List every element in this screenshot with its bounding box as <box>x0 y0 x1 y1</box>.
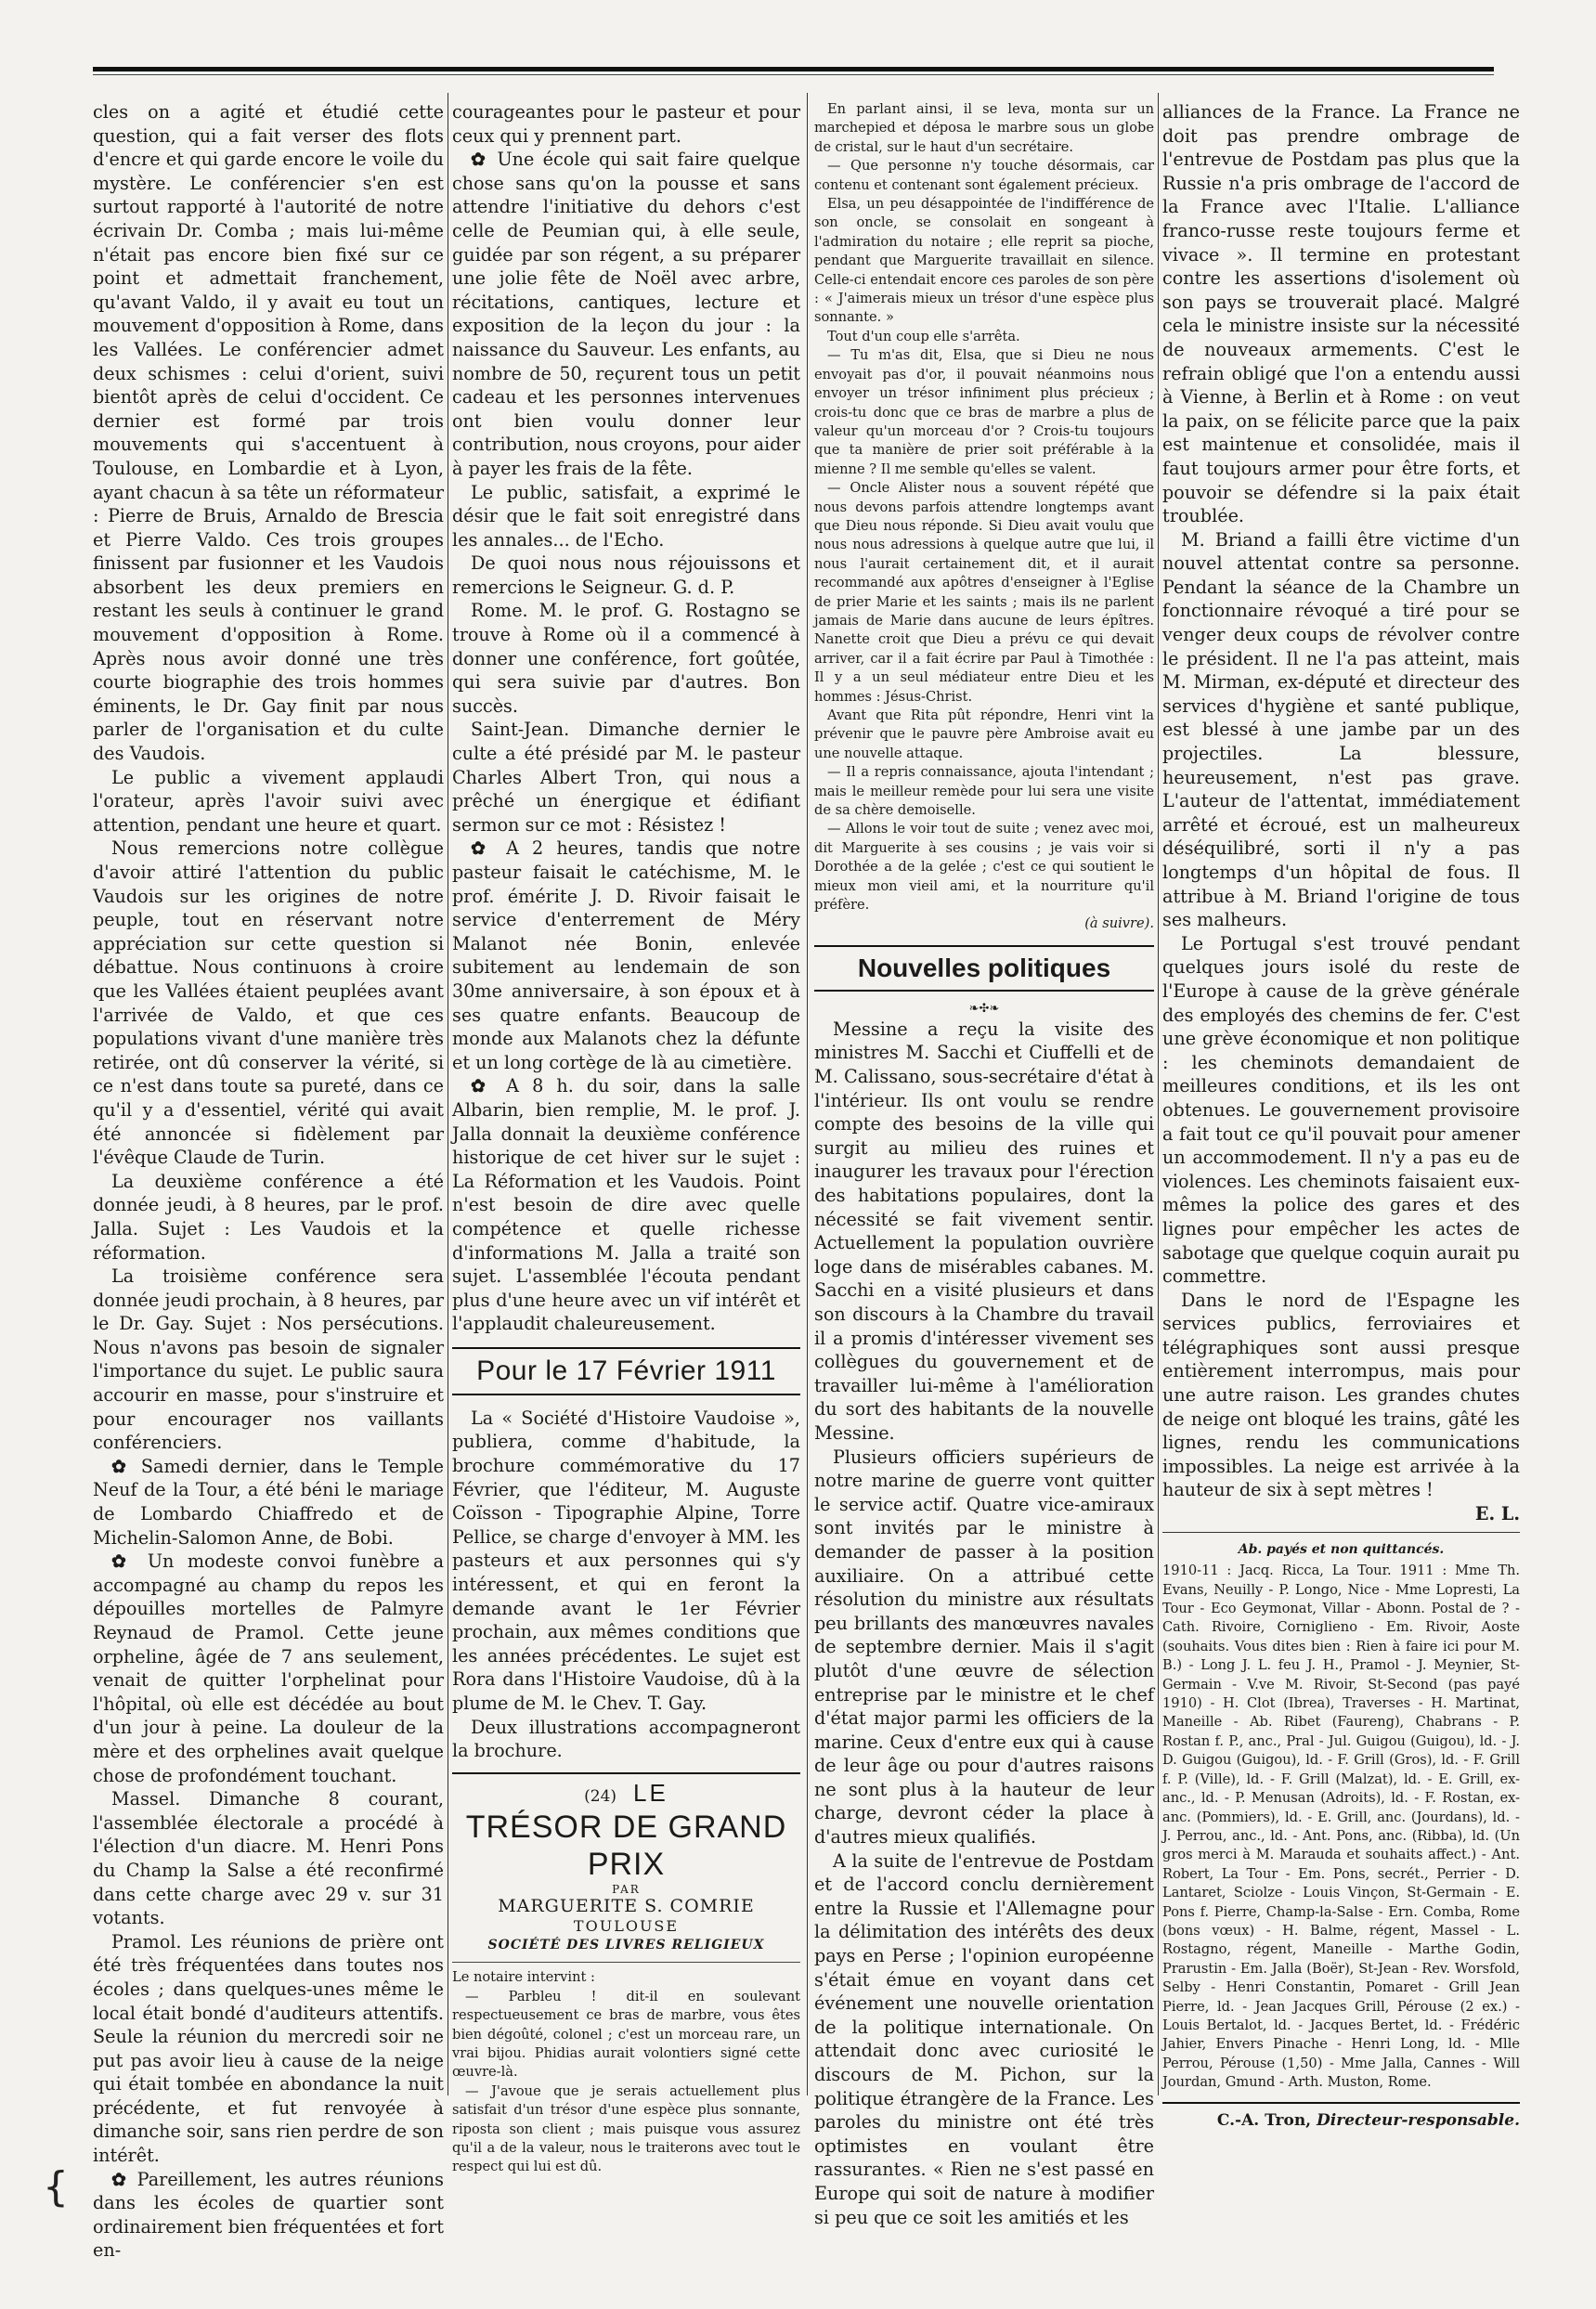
paragraph <box>452 148 800 480</box>
bullet-icon: ✿ <box>111 2168 129 2190</box>
paragraph: Le public a vivement applaudi l'orateur, après l'avoir suivi avec attention, pendant une heure et quart. <box>93 766 444 836</box>
director-signature <box>1162 2102 1520 2132</box>
paragraph: Le public, satisfait, a exprimé le désir que le fait soit enregistré dans les annales... de l'Echo. <box>452 481 800 551</box>
bullet-icon: ✿ <box>111 1455 131 1477</box>
paragraph: Avant que Rita pût répondre, Henri vint la prévenir que le pauvre père Ambroise avait eu une nouvelle attaque. <box>814 707 1154 761</box>
paragraph <box>452 837 800 1074</box>
paragraph: courageantes pour le pasteur et pour ceux qui y prennent part. <box>452 101 800 147</box>
bullet-icon: ✿ <box>471 837 494 860</box>
serial-number: (24) <box>584 1786 617 1806</box>
paragraph <box>93 1550 444 1787</box>
fevrier-heading-box <box>452 1347 800 1395</box>
bullet-icon: ✿ <box>471 149 489 171</box>
serial-title: TRÉSOR DE GRAND PRIX <box>465 1810 787 1883</box>
paragraph: 1910-11 : Jacq. Ricca, La Tour. 1911 : Mme Th. Evans, Neuilly - P. Longo, Nice - Mme Lopresti, La Tour - Eco Geymonat, Villar - Abonn. Postal de ? - Cath. Rivoire, Corniglieno - Em. Rivoir, Aoste (souhaits. Vous dites bien : Rien à faire ici pour M. B.) - Long J. L. feu J. H., Pramol - J. Meynier, St-Germain - V.ve M. Rivoir, St-Second (pas payé 1910) - H. Clot (Ibrea), Traverses - H. Martinat, Maneille - Ab. Ribet (Faureng), Chabrans - P. Rostan f. P., anc., Pral - Jul. Guigou (Guigou), ld. - J. D. Guigou (Guigou), ld. - F. Grill (Gros), ld. - F. Grill f. P. (Ville), ld. - F. Grill (Malzat), ld. - E. Grill, ex-anc., ld. - P. Menusan (Adroits), ld. - F. Rostan, ex-anc. (Pommiers), ld. - E. Grill, anc. (Jourdans), ld. - J. Perrou, anc., ld. - Ant. Pons, anc. (Ribba), ld. (Un gros merci à M. Marauda et souhaits affect.) - Ant. Robert, La Tour - Em. Pons, secrét., Perrier - D. Lantaret, Sciolze - Louis Vinçon, St-Germain - E. Pons f. Pierre, Champ-la-Salse - Ern. Comba, Rome (bons vœux) - H. Balme, régent, Massel - L. Rostagno, régent, Maneille - Marthe Godin, Prarustin - Em. Jalla (Boër), St-Jean - Rev. Worsfold, Selby - Henri Constantin, Pomaret - Grill Jean Pierre, ld. - Jean Jacques Grill, Pérouse (2 ex.) - Louis Bertalot, ld. - Jacques Bertet, ld. - Frédéric Jahier, Envers Pinache - Henri Long, ld. - Mlle Perrou, Pérouse (1,50) - Mme Jalla, Cannes - Will Jourdan, Gmund - Arth. Muston, Rome. <box>1162 1563 1520 2091</box>
paragraph-text: Un modeste convoi funèbre a accompagné au champ du repos les dépouilles mortelles de Palmyre Reynaud de Pramol. Cette jeune orpheline, âgée de 7 ans seulement, venait de quitter l'orphelinat pour l'hôpital, où elle est décédée au bout d'un jour à peine. La douleur de la mère et des orphelines avait quelque chose de profondément touchant. <box>93 1550 445 1786</box>
serial-continued <box>814 100 1154 934</box>
director-role: Directeur-responsable. <box>1317 2110 1520 2130</box>
paragraph: — Oncle Alister nous a souvent répété que nous devons parfois attendre longtemps avant que Dieu nous réponde. Si Dieu avait voulu que nous nous adressions à quelque autre que lui, il nous l'aurait certainement dit, et il aurait recommandé aux apôtres d'enseigner à l'Eglise de prier Marie et les saints ; mais ils ne parlent jamais de Marie dans aucune de leurs épîtres. Nanette croit que Dieu a prévu ce qui devait arriver, car il a fait écrire par Paul à Timothée : Il y a un seul médiateur entre Dieu et les hommes : Jésus-Christ. <box>814 480 1154 705</box>
politiques-title: Nouvelles politiques <box>857 953 1111 982</box>
bullet-icon: ✿ <box>471 1075 494 1097</box>
paragraph: Nous remercions notre collègue d'avoir attiré l'attention du public Vaudois sur les origines de notre peuple, tout en réservant notre appréciation sur cette question si débattue. Nous continuons à croire que les Vallées étaient peuplées avant l'arrivée de Valdo, et que ces populations vivant d'une manière très retirée, ont dû conserver la vérité, si ce n'est dans toute sa pureté, dans ce qu'il y a d'essentiel, vérité qui avait été annoncée si fidèlement par l'évêque Claude de Turin. <box>93 837 444 1169</box>
paragraph: La troisième conférence sera donnée jeudi prochain, à 8 heures, par le Dr. Gay. Sujet : Nos persécutions. Nous n'avons pas besoin de signaler l'importance du sujet. Le public saura accourir en masse, pour s'instruire et pour encourager nos vaillants conférenciers. <box>93 1265 444 1454</box>
article-signature: E. L. <box>1474 1503 1520 1525</box>
abonnes-list <box>1162 1562 1520 2092</box>
paragraph: Elsa, un peu désappointée de l'indifférence de son oncle, se consolait en songeant à l'admiration du notaire ; elle reprit sa pioche, pendant que Marguerite travaillait en silence. Celle-ci entendait encore ces paroles de son père : « J'aimerais mieux un trésor d'une espèce plus sonnante. » <box>814 196 1154 326</box>
paragraph-text: A 8 h. du soir, dans la salle Albarin, bien remplie, M. le prof. J. Jalla donnait la deuxième conférence historique de cet hiver sur le sujet : La Réformation et les Vaudois. Point n'est besoin de dire avec quelle compétence et quelle richesse d'informations M. Jalla a traité son sujet. L'assemblée l'écouta pendant plus d'une heure avec un vif intérêt et l'applaudit chaleureusement. <box>452 1075 800 1335</box>
paragraph: cles on a agité et étudié cette question, qui a fait verser des flots d'encre et qui garde encore le voile du mystère. Le conférencier s'en est surtout rapporté à l'autorité de notre écrivain Dr. Comba ; mais lui-même n'était pas encore bien fixé sur ce point et admettait franchement, qu'avant Valdo, il y avait eu tout un mouvement d'opposition à Rome, dans les Vallées. Le conférencier admet deux schismes : celui d'orient, suivi bientôt après de celui d'occident. Ce dernier est formé par trois mouvements qui s'accentuent à Toulouse, en Lombardie et à Lyon, ayant chacun à sa tête un réformateur : Pierre de Bruis, Arnaldo de Brescia et Pierre Valdo. Ces trois groupes finissent par fusionner et les Vaudois absorbent les deux premiers en restant les seuls à continuer le grand mouvement d'opposition à Rome. Après nous avoir donné une très courte biographie des trois hommes éminents, le Dr. Gay finit par nous parler de l'organisation et du culte des Vaudois. <box>93 101 444 765</box>
paragraph: — Parbleu ! dit-il en soulevant respectueusement ce bras de marbre, vous êtes bien dégoûté, colonel ; c'est un morceau rare, un vrai bijou. Phidias aurait volontiers signé cette œuvre-là. <box>452 1988 800 2081</box>
politiques-heading-box <box>814 945 1154 992</box>
column-2 <box>452 100 800 2175</box>
serial-city: TOULOUSE <box>573 1917 680 1936</box>
paragraph: En parlant ainsi, il se leva, monta sur un marchepied et déposa le marbre sous un globe de cristal, sur le haut d'un secrétaire. <box>814 101 1154 155</box>
bullet-icon: ✿ <box>111 1550 135 1573</box>
paragraph: Deux illustrations accompagneront la brochure. <box>452 1716 800 1762</box>
top-rule-thin <box>93 74 1494 75</box>
paragraph <box>452 1074 800 1336</box>
paragraph: Saint-Jean. Dimanche dernier le culte a été présidé par M. le pasteur Charles Albert Tron, qui nous a prêché un énergique et édifiant sermon sur ce mot : Résistez ! <box>452 719 800 836</box>
paragraph-text: Pareillement, les autres réunions dans les écoles de quartier sont ordinairement bien fréquentées et fort en- <box>93 2168 444 2262</box>
column-rule <box>1158 93 1159 2095</box>
paragraph: Pramol. Les réunions de prière ont été très fréquentées dans toutes nos écoles ; dans quelques-unes même le local était bondé d'auditeurs attentifs. Seule la réunion du mercredi soir ne put pas avoir lieu à cause de la neige qui était tombée en abondance la nuit précédente, et fut renvoyée à dimanche soir, sans rien perdre de son intérêt. <box>93 1930 444 2167</box>
serial-header <box>452 1772 800 1964</box>
paragraph: La deuxième conférence a été donnée jeudi, à 8 heures, par le prof. Jalla. Sujet : Les Vaudois et la réformation. <box>93 1170 444 1264</box>
abonnes-title: Ab. payés et non quittancés. <box>1162 1532 1520 1563</box>
paragraph-text: A 2 heures, tandis que notre pasteur faisait le catéchisme, M. le prof. émérite J. D. Rivoir faisait le service d'enterrement de Méry Malanot née Bonin, enlevée subitement au lendemain de son 30me anniversaire, à son époux et à ses quatre enfants. Beaucoup de monde aux Malanots chez la défunte et un long cortège de là au cimetière. <box>452 837 800 1073</box>
a-suivre: (à suivre). <box>1084 915 1154 932</box>
paragraph: — J'avoue que je serais actuellement plus satisfait d'un trésor d'une espèce plus sonnante, riposta son client ; mais puisque vous assurez qu'il a de la valeur, nous le traiterons avec tout le respect qui lui est dû. <box>452 2082 800 2175</box>
paragraph: De quoi nous nous réjouissons et remercions le Seigneur. G. d. P. <box>452 552 800 598</box>
divider-ornament: ❧✣❧ <box>968 1001 1000 1016</box>
paragraph: — Tu m'as dit, Elsa, que si Dieu ne nous envoyait pas d'or, il pouvait néanmoins nous envoyer un trésor infiniment plus précieux ; crois-tu donc que ce bras de marbre a plus de valeur qu'un morceau d'or ? Crois-tu toujours que ta manière de prier soit préférable à la mienne ? Il me semble qu'elles se valent. <box>814 347 1154 477</box>
paragraph: La « Société d'Histoire Vaudoise », publiera, comme d'habitude, la brochure commémorative du 17 Février, que l'éditeur, M. Auguste Coïsson - Tipographie Alpine, Torre Pellice, se charge d'envoyer à MM. les pasteurs et aux personnes qui s'y intéressent, et qui en feront la demande avant le 1er Février prochain, aux mêmes conditions que les années précédentes. Le sujet est Rora dans l'Histoire Vaudoise, dû à la plume de M. le Chev. T. Gay. <box>452 1407 800 1714</box>
paragraph: Tout d'un coup elle s'arrêta. <box>827 328 1020 344</box>
paragraph <box>93 2168 444 2263</box>
serial-le: LE <box>633 1778 668 1807</box>
paragraph-text: Samedi dernier, dans le Temple Neuf de la Tour, a été béni le mariage de Lombardo Chiaffredo et de Michelin-Salomon Anne, de Bobi. <box>93 1455 445 1549</box>
paragraph <box>93 1455 444 1550</box>
paragraph: — Allons le voir tout de suite ; venez avec moi, dit Marguerite à ses cousins ; je vais voir si Dorothée a de la gelée ; c'est ce qui soutient le mieux mon vieil ami, et la nourriture qu'il préfère. <box>814 821 1154 914</box>
column-rule <box>807 93 808 2095</box>
column-3 <box>814 100 1154 2228</box>
serial-par: PAR <box>612 1883 641 1897</box>
column-1 <box>93 100 445 2262</box>
paragraph: A la suite de l'entrevue de Postdam et de l'accord conclu dernièrement entre la Russie et l'Allemagne pour la délimitation des intérêts des deux pays en Perse ; l'opinion européenne s'était émue en voyant dans cet événement une nouvelle orientation de la politique internationale. On attendait donc avec curiosité le discours de M. Pichon, sur la politique étrangère de la France. Les paroles du ministre ont été très optimistes en voulant être rassurantes. « Rien ne s'est passé en Europe qui soit de nature à modifier si peu que ce soit les amitiés et les <box>814 1849 1154 2228</box>
paragraph: Dans le nord de l'Espagne les services publics, ferroviaires et télégraphiques sont aussi presque entièrement interrompus, mais pour une autre raison. Les grandes chutes de neige ont bloqué les trains, gâté les lignes, rendu les communications impossibles. La neige est arrivée à la hauteur de six à sept mètres ! <box>1162 1289 1520 1501</box>
paragraph: Le Portugal s'est trouvé pendant quelques jours isolé du reste de l'Europe à cause de la grève générale des employés des chemins de fer. C'est une grève économique et non politique : les cheminots demandaient de meilleures conditions, et ils les ont obtenues. Le gouvernement provisoire a fait tout ce qu'il pouvait pour amener un accommodement. Il n'y a pas eu de violences. Les cheminots faisaient eux-mêmes la police des gares et des lignes pour empêcher les actes de sabotage que quelque coquin aurait pu commettre. <box>1162 932 1520 1288</box>
serial-author: MARGUERITE S. COMRIE <box>498 1896 755 1917</box>
paragraph: alliances de la France. La France ne doit pas prendre ombrage de l'entrevue de Postdam pas plus que la Russie n'a pris ombrage de l'accord de la France avec l'Italie. L'alliance franco-russe reste toujours ferme et vivace ». Il termine en protestant contre les assertions d'isolement où son pays se trouverait placé. Malgré cela le ministre insiste sur la nécessité de nouveaux armements. C'est le refrain obligé que l'on a entendu aussi à Vienne, à Berlin et à Rome : on veut la paix, on se félicite parce que la paix est maintenue et consolidée, mais il faut toujours armer pour être forts, et pouvoir se défendre si la paix était troublée. <box>1162 101 1520 527</box>
director-name: C.-A. Tron, <box>1216 2110 1312 2130</box>
paragraph: Massel. Dimanche 8 courant, l'assemblée électorale a procédé à l'élection d'un diacre. M. Henri Pons du Champ la Salse a été reconfirmé dans cette charge avec 29 v. sur 31 votants. <box>93 1788 444 1929</box>
paragraph: Le notaire intervint : <box>452 1969 595 1986</box>
top-rule <box>93 67 1494 71</box>
paragraph: Rome. M. le prof. G. Rostagno se trouve à Rome où il a commencé à donner une conférence, fort goûtée, qui sera suivie par d'autres. Bon succès. <box>452 600 800 717</box>
paragraph: — Que personne n'y touche désormais, car contenu et contenant sont également précieux. <box>814 158 1154 193</box>
paragraph: Messine a reçu la visite des ministres M. Sacchi et Ciuffelli et de M. Calissano, sous-secrétaire d'état à l'intérieur. Ils ont voulu se rendre compte des besoins de la ville qui surgit au milieu des ruines et inaugurer les travaux pour l'érection des habitations populaires, dont la nécessité se fait vivement sentir. Actuellement la population ouvrière loge dans de misérables cabanes. M. Sacchi en a visité plusieurs et dans son discours à la Chambre du travail il a promis d'intéresser vivement ses collègues du gouvernement et de travailler lui-même à l'amélioration du sort des habitants de la nouvelle Messine. <box>814 1018 1154 1444</box>
paragraph-text: Une école qui sait faire quelque chose sans qu'on la pousse et sans attendre l'initiative du dehors c'est celle de Peumian qui, à elle seule, guidée par son régent, a su préparer une jolie fête de Noël avec arbre, récitations, cantiques, lecture et exposition de la leçon du jour : la naissance du Sauveur. Les enfants, au nombre de 50, reçurent tous un petit cadeau et les personnes intervenues ont bien voulu donner leur contribution, nous croyons, pour aider à payer les frais de la fête. <box>452 149 800 479</box>
serial-text <box>452 1968 800 2176</box>
column-4 <box>1162 100 1520 2130</box>
margin-mark: { <box>43 2163 69 2211</box>
fevrier-title: Pour le 17 Février 1911 <box>476 1355 776 1386</box>
serial-publisher: SOCIÉTÉ DES LIVRES RELIGIEUX <box>452 1936 800 1963</box>
paragraph: — Il a repris connaissance, ajouta l'intendant ; mais le meilleur remède pour lui sera une visite de sa chère demoiselle. <box>814 764 1154 819</box>
paragraph: M. Briand a failli être victime d'un nouvel attentat contre sa personne. Pendant la séance de la Chambre un fonctionnaire révoqué a tiré pour se venger deux coups de révolver contre le président. Il ne l'a pas atteint, mais M. Mirman, ex-député et directeur des services d'hygiène et santé publique, est blessé à une jambe par un des projectiles. La blessure, heureusement, n'est pas grave. L'auteur de l'attentat, immédiatement arrêté et écroué, est un malheureux déséquilibré, sorti il n'y a pas longtemps d'un hôpital de fous. Il attribue à M. Briand l'origine de tous ses malheurs. <box>1162 528 1520 931</box>
paragraph: Plusieurs officiers supérieurs de notre marine de guerre vont quitter le service actif. Quatre vice-amiraux sont invités par le ministre à demander de passer à la position auxiliaire. On a attribué cette résolution du ministre aux résultats peu brillants des manœuvres navales de septembre dernier. Mais il s'agit plutôt d'une œuvre de sélection entreprise par le ministre et le chef d'état major parmi les officiers de la marine. Ceux d'entre eux qui à cause de leur âge ou pour d'autres raisons ne sont plus à la hauteur de leur charge, devront céder la place à d'autres mieux qualifiés. <box>814 1446 1154 1848</box>
